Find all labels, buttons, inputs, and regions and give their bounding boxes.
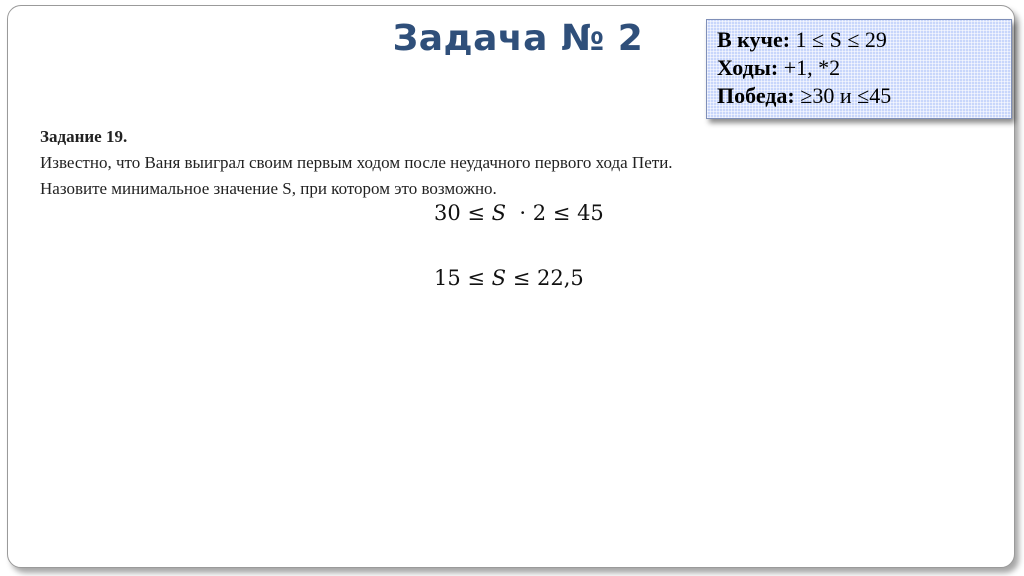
formula-inequality-1 (434, 201, 604, 225)
formula-2-var: S (491, 266, 507, 290)
formula-inequality-2 (434, 266, 584, 290)
game-info-box (706, 19, 1012, 119)
formula-1-left: 30 ≤ (434, 201, 492, 225)
win-line (717, 82, 1001, 110)
formula-2-right: ≤ 22,5 (506, 266, 584, 290)
win-label: Победа: (717, 83, 795, 108)
heap-label: В куче: (717, 27, 791, 52)
moves-value: +1, *2 (783, 55, 841, 80)
formula-2-left: 15 ≤ (434, 266, 492, 290)
win-value: ≥30 и ≤45 (800, 83, 892, 108)
task-line-1: Известно, что Ваня выиграл своим первым ходом после неудачного первого хода Пети. (40, 153, 673, 172)
moves-label: Ходы: (717, 55, 779, 80)
heap-value: 1 ≤ S ≤ 29 (795, 27, 887, 52)
formula-1-var: S (491, 201, 507, 225)
task-line-2: Назовите минимальное значение S, при котором это возможно. (40, 179, 497, 198)
task-heading: Задание 19. (40, 127, 128, 146)
heap-range-line (717, 26, 1001, 54)
formula-1-right: · 2 ≤ 45 (506, 201, 604, 225)
slide-title: Задача № 2 (392, 18, 644, 59)
task-text (40, 124, 900, 202)
moves-line (717, 54, 1001, 82)
